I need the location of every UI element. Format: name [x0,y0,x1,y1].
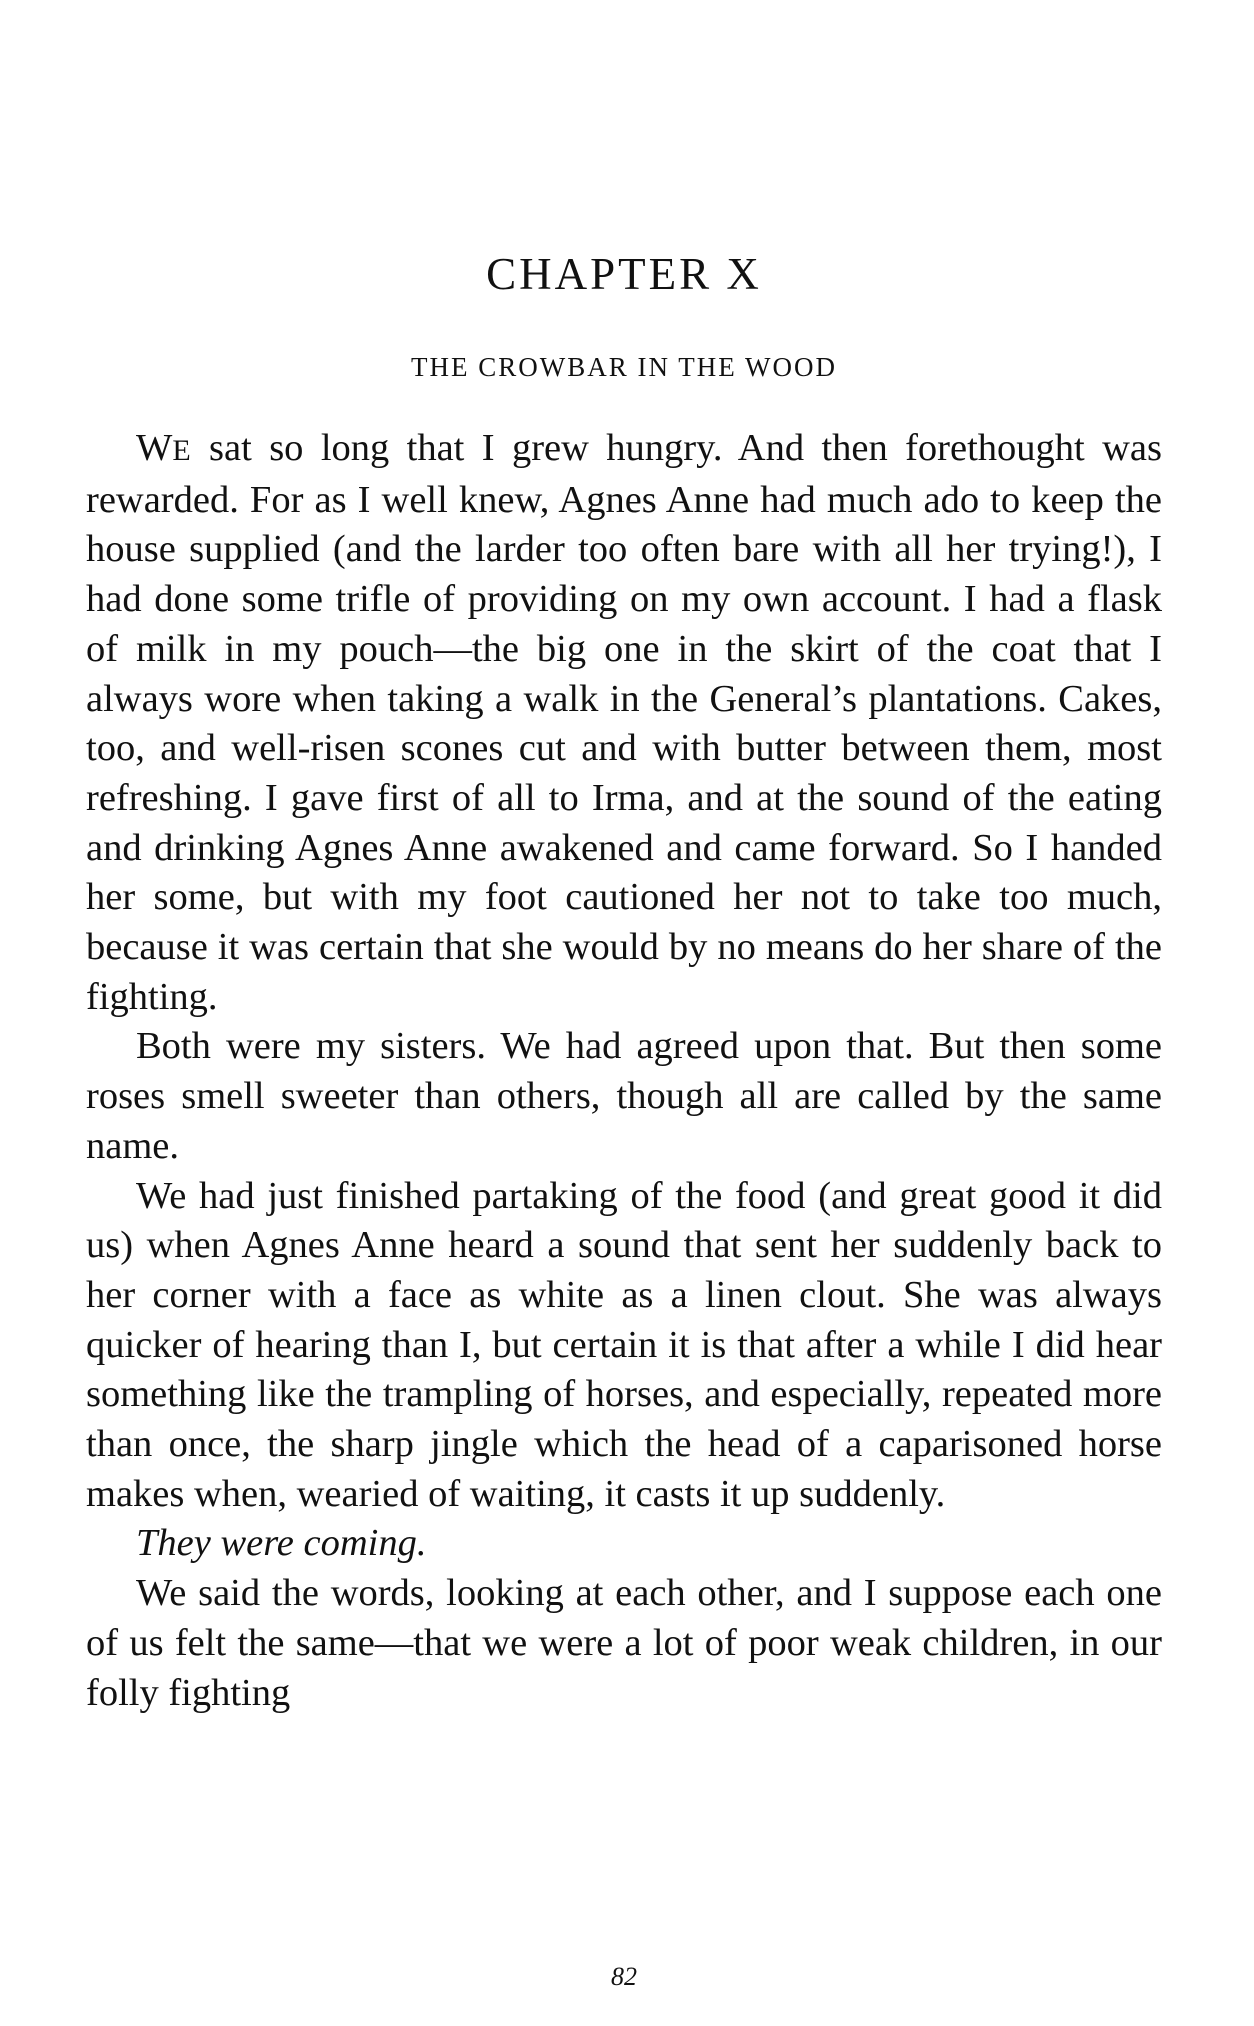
paragraph-5: We said the words, looking at each other, and I suppose each one of us felt the same—that we were a lot of poor weak children, in our folly fighting [86,1572,1162,1714]
chapter-body [86,424,1162,1718]
chapter-subtitle: THE CROWBAR IN THE WOOD [411,352,837,382]
small-caps-lead: E [172,434,192,467]
chapter-title: CHAPTER X [486,249,762,299]
paragraph-1-text: sat so long that I grew hungry. And then forethought was rewarded. For as I well knew, Agnes Anne had much ado to keep the house supplied (and the larder too often bare with all her trying!), I had done some trifle of providing on my own account. I had a flask of milk in my pouch—the big one in the skirt of the coat that I always wore when taking a walk in the General’s plantations. Cakes, too, and well-risen scones cut and with butter between them, most refreshing. I gave first of all to Irma, and at the sound of the eating and drinking Agnes Anne awakened and came forward. So I handed her some, but with my foot cautioned her not to take too much, because it was certain that she would by no means do her share of the fighting. [86,427,1162,1018]
paragraph-1 [86,424,1162,1022]
drop-initial: W [136,427,173,469]
page-number: 82 [611,1962,637,1991]
paragraph-4: They were coming. [136,1522,427,1565]
book-page [86,0,1162,2026]
paragraph-2: Both were my sisters. We had agreed upon that. But then some roses smell sweeter than others, though all are called by the same name. [86,1025,1162,1167]
paragraph-3: We had just finished partaking of the food (and great good it did us) when Agnes Anne heard a sound that sent her suddenly back to her corner with a face as white as a linen clout. She was always quicker of hearing than I, but certain it is that after a while I did hear something like the trampling of horses, and especially, repeated more than once, the sharp jingle which the head of a caparisoned horse makes when, wearied of waiting, it casts it up suddenly. [86,1174,1162,1515]
